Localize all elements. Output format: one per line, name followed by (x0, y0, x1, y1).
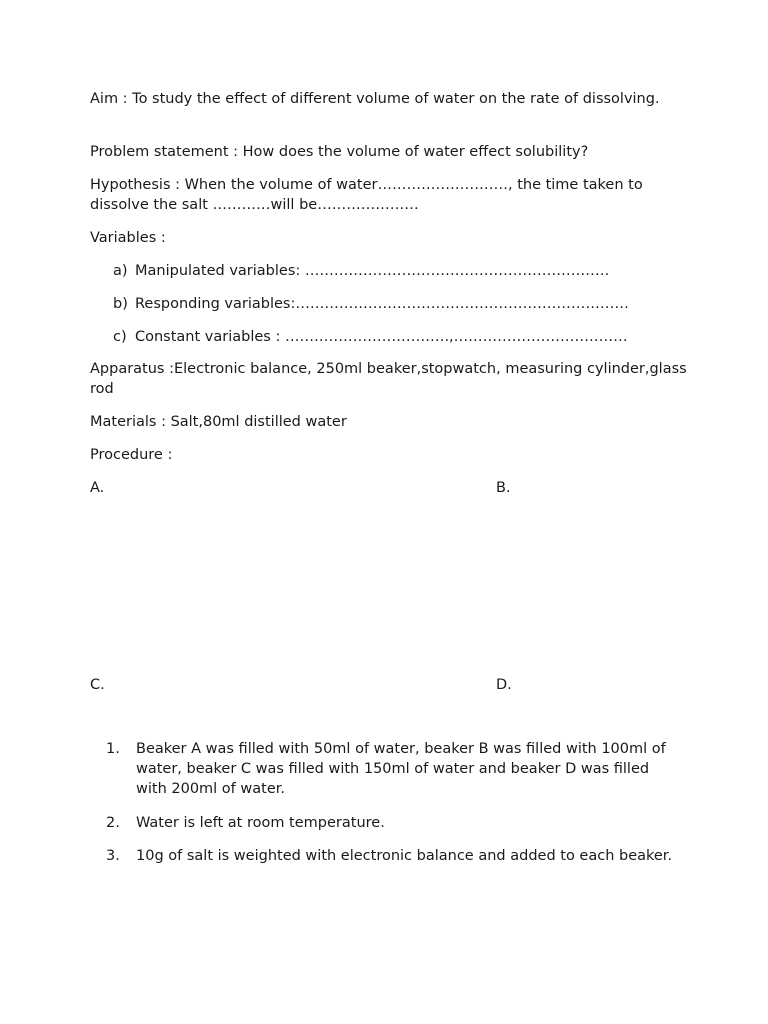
step-number: 1. (106, 741, 120, 757)
diagram-label-a: A. (90, 480, 105, 496)
apparatus-paragraph: Apparatus :Electronic balance, 250ml beaker,stopwatch, measuring cylinder,glass rod (90, 361, 687, 397)
variable-marker: a) (113, 263, 128, 279)
diagram-label-d: D. (496, 677, 512, 693)
step-number: 3. (106, 848, 120, 864)
hypothesis-paragraph: Hypothesis : When the volume of water………………………, the time taken to dissolve the salt …………will be………………… (90, 177, 643, 213)
step-number: 2. (106, 815, 120, 831)
variable-text: Responding variables:…………………………………………………………… (135, 296, 629, 312)
variables-heading: Variables : (90, 230, 166, 246)
step-text: Water is left at room temperature. (136, 815, 385, 831)
materials-paragraph: Materials : Salt,80ml distilled water (90, 414, 347, 430)
variable-marker: b) (113, 296, 128, 312)
diagram-label-c: C. (90, 677, 105, 693)
variable-text: Constant variables : …………………………….,……………………………… (135, 329, 628, 345)
problem-statement: Problem statement : How does the volume of water effect solubility? (90, 144, 589, 160)
diagram-label-b: B. (496, 480, 511, 496)
aim-paragraph: Aim : To study the effect of different volume of water on the rate of dissolving. (90, 91, 660, 107)
variable-marker: c) (113, 329, 127, 345)
step-text: Beaker A was filled with 50ml of water, beaker B was filled with 100ml of water, beaker C was filled with 150ml of water and beaker D was filled with 200ml of water. (136, 741, 666, 797)
step-text: 10g of salt is weighted with electronic balance and added to each beaker. (136, 848, 673, 864)
variable-text: Manipulated variables: ……………………………………………………… (135, 263, 610, 279)
procedure-heading: Procedure : (90, 447, 173, 463)
